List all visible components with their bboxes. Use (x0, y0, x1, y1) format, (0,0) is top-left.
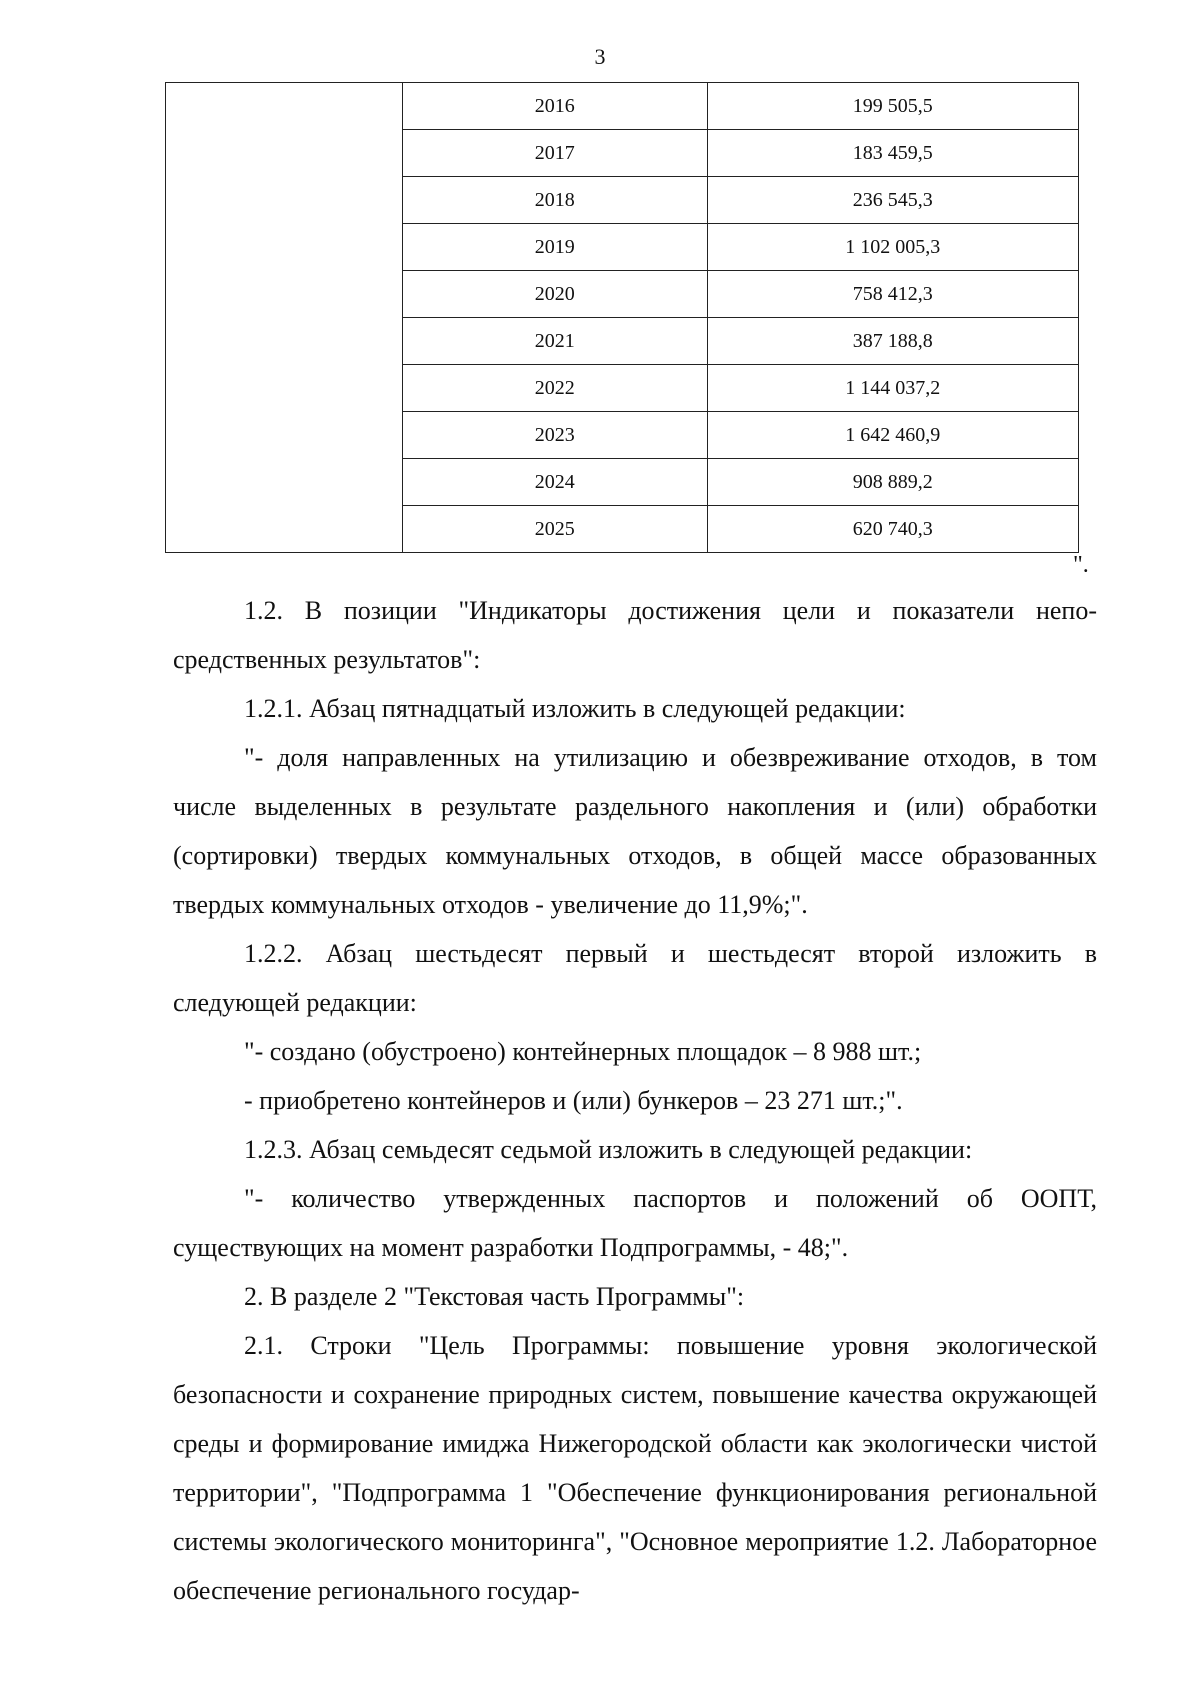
paragraph: 1.2.2. Абзац шестьдесят первый и шестьдесят второй изложить в следующей редакции: (173, 939, 1097, 1017)
table-closing-quote: ". (1073, 552, 1089, 578)
paragraph: 2.1. Строки "Цель Программы: повышение уровня экологической безопасности и сохранение природных систем, повышение качества окружающей среды и формирование имиджа Нижегородской области как экологически чистой территории", "Подпрограмма 1 "Обеспечение функционирования региональной системы экологического мониторинга", "Основное мероприятие 1.2. Лабораторное обеспечение регионального государ- (173, 1331, 1097, 1605)
paragraph: "- создано (обустроено) контейнерных площадок – 8 988 шт.; (244, 1037, 922, 1066)
paragraph: 2. В разделе 2 "Текстовая часть Программы": (244, 1282, 745, 1311)
paragraph: "- доля направленных на утилизацию и обезвреживание отходов, в том числе выделенных в результате раздельного накопления и (или) обработки (сортировки) твердых коммунальных отходов, в общей массе образованных твердых коммунальных отходов - увеличение до 11,9%;". (173, 743, 1097, 919)
year-cell: 2024 (402, 459, 707, 506)
value-cell: 758 412,3 (707, 271, 1078, 318)
paragraph: 1.2. В позиции "Индикаторы достижения цели и показатели непосредственных результатов": (173, 596, 1097, 674)
year-cell: 2018 (402, 177, 707, 224)
year-cell: 2022 (402, 365, 707, 412)
funding-table (165, 82, 1079, 553)
year-cell: 2019 (402, 224, 707, 271)
value-cell: 183 459,5 (707, 130, 1078, 177)
paragraph: - приобретено контейнеров и (или) бункеров – 23 271 шт.;". (244, 1086, 903, 1115)
paragraph: 1.2.3. Абзац семьдесят седьмой изложить в следующей редакции: (244, 1135, 973, 1164)
value-cell: 620 740,3 (707, 506, 1078, 553)
year-cell: 2025 (402, 506, 707, 553)
page-number: 3 (594, 44, 606, 69)
year-cell: 2021 (402, 318, 707, 365)
merged-empty-cell (166, 83, 403, 553)
value-cell: 1 144 037,2 (707, 365, 1078, 412)
year-cell: 2023 (402, 412, 707, 459)
value-cell: 236 545,3 (707, 177, 1078, 224)
paragraph: "- количество утвержденных паспортов и положений об ООПТ, существующих на момент разработки Подпрограммы, - 48;". (173, 1184, 1097, 1262)
year-cell: 2016 (402, 83, 707, 130)
paragraph: 1.2.1. Абзац пятнадцатый изложить в следующей редакции: (244, 694, 906, 723)
year-cell: 2020 (402, 271, 707, 318)
table-row (166, 83, 1079, 130)
value-cell: 1 102 005,3 (707, 224, 1078, 271)
value-cell: 908 889,2 (707, 459, 1078, 506)
document-body (173, 586, 1097, 1615)
value-cell: 1 642 460,9 (707, 412, 1078, 459)
value-cell: 387 188,8 (707, 318, 1078, 365)
year-cell: 2017 (402, 130, 707, 177)
value-cell: 199 505,5 (707, 83, 1078, 130)
